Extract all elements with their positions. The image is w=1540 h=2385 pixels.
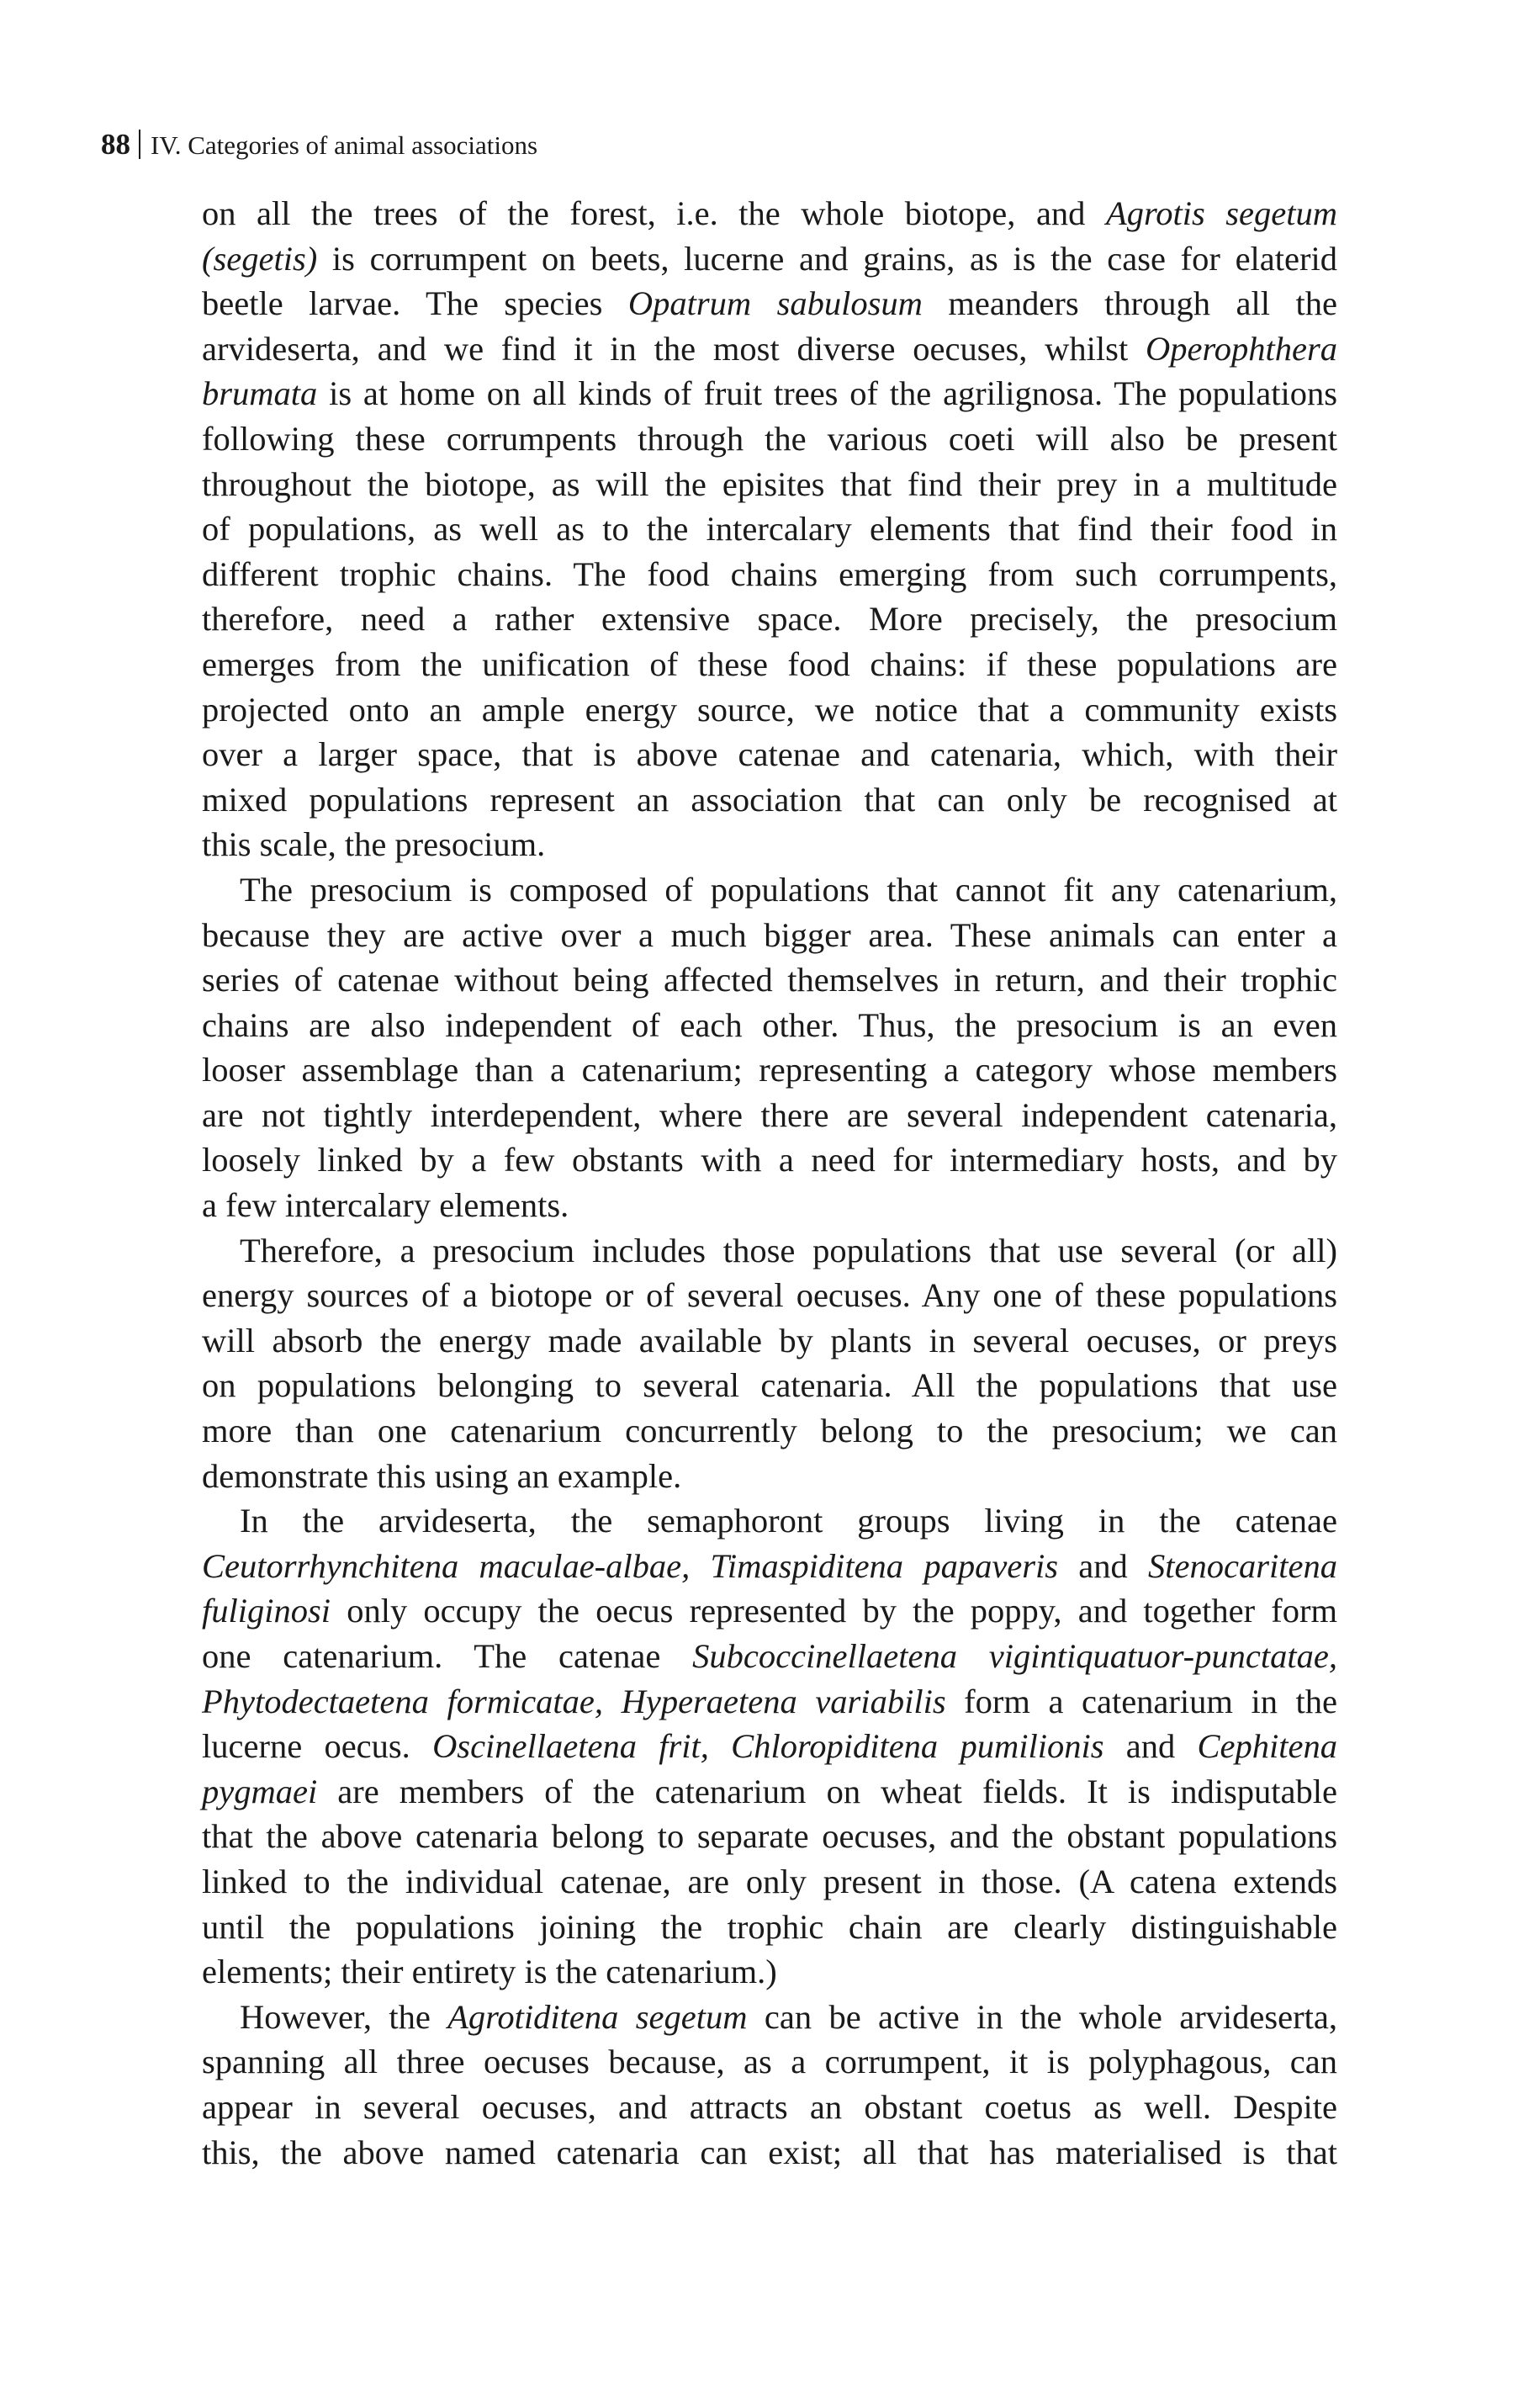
text-segment: mixed populations represent an association that can only be recognised at <box>202 780 1337 819</box>
text-segment: series of catenae without being affected themselves in return, and their trophic <box>202 961 1337 999</box>
italic-text: Ceutorrhynchitena maculae-albae, Timaspiditena papaveris <box>202 1546 1059 1585</box>
text-line <box>202 416 1337 462</box>
text-segment: on all the trees of the forest, i.e. the whole biotope, and <box>202 194 1106 232</box>
paragraph <box>202 191 1337 867</box>
text-segment: However, the <box>240 1997 448 2036</box>
text-segment: over a larger space, that is above catenae and catenaria, which, with their <box>202 735 1337 774</box>
text-segment: beetle larvae. The species <box>202 284 628 323</box>
text-line <box>202 1093 1337 1138</box>
text-line <box>202 1949 1337 1995</box>
text-segment: The presocium is composed of populations that cannot fit any catenarium, <box>240 870 1337 909</box>
text-line <box>202 236 1337 282</box>
paragraph <box>202 1228 1337 1499</box>
text-segment: throughout the biotope, as will the episites that find their prey in a multitude <box>202 464 1337 503</box>
text-segment: form a catenarium in the <box>945 1682 1337 1720</box>
text-segment: on populations belonging to several catenaria. All the populations that use <box>202 1366 1337 1405</box>
italic-text: (segetis) <box>202 239 318 278</box>
text-line <box>202 1047 1337 1093</box>
paragraph <box>202 1995 1337 2175</box>
text-segment: Therefore, a presocium includes those populations that use several (or all) <box>240 1231 1337 1269</box>
text-segment: one catenarium. The catenae <box>202 1637 693 1675</box>
text-segment: different trophic chains. The food chains emerging from such corrumpents, <box>202 554 1337 593</box>
italic-text: Cephitena <box>1197 1727 1337 1766</box>
text-segment: until the populations joining the trophic chain are clearly distinguishable <box>202 1907 1337 1946</box>
text-segment: meanders through all the <box>922 284 1337 323</box>
text-line <box>202 777 1337 823</box>
text-line <box>202 1995 1337 2040</box>
text-line <box>202 642 1337 687</box>
italic-text: Opatrum sabulosum <box>627 284 923 323</box>
text-line <box>202 371 1337 416</box>
text-line <box>202 1498 1337 1544</box>
italic-text: Phytodectaetena formicatae, Hyperaetena variabilis <box>202 1682 946 1720</box>
text-segment: this scale, the presocium. <box>202 825 546 864</box>
text-line <box>202 2130 1337 2176</box>
text-line <box>202 687 1337 733</box>
text-segment: are not tightly interdependent, where there are several independent catenaria, <box>202 1095 1337 1134</box>
italic-text: Operophthera <box>1146 329 1337 368</box>
text-line <box>202 913 1337 958</box>
text-line <box>202 957 1337 1003</box>
text-segment: appear in several oecuses, and attracts an obstant coetus as well. Despite <box>202 2087 1337 2126</box>
text-line <box>202 326 1337 372</box>
text-segment: is corrumpent on beets, lucerne and grains, as is the case for elaterid <box>317 239 1337 278</box>
italic-text: brumata <box>202 374 318 413</box>
page-number: 88 <box>101 128 130 161</box>
text-line <box>202 1363 1337 1408</box>
text-line <box>202 1228 1337 1274</box>
text-line <box>202 1003 1337 1048</box>
text-line <box>202 596 1337 642</box>
text-line <box>202 822 1337 867</box>
text-segment: will absorb the energy made available by plants in several oecuses, or preys <box>202 1321 1337 1359</box>
text-line <box>202 1905 1337 1950</box>
text-segment: In the arvideserta, the semaphoront groups living in the catenae <box>240 1502 1337 1540</box>
text-segment: this, the above named catenaria can exist; all that has materialised is that <box>202 2133 1337 2171</box>
text-line <box>202 1859 1337 1905</box>
text-segment: lucerne oecus. <box>202 1727 433 1766</box>
text-line <box>202 1183 1337 1228</box>
italic-text: Agrotiditena segetum <box>447 1997 748 2036</box>
text-segment: more than one catenarium concurrently belong to the presocium; we can <box>202 1412 1337 1450</box>
text-line <box>202 732 1337 777</box>
text-segment: is at home on all kinds of fruit trees of the agrilignosa. The populations <box>317 374 1337 413</box>
text-segment: demonstrate this using an example. <box>202 1456 682 1495</box>
body-text <box>202 191 1337 2175</box>
text-segment: loosely linked by a few obstants with a need for intermediary hosts, and by <box>202 1141 1337 1179</box>
text-line <box>202 1588 1337 1634</box>
text-line <box>202 2085 1337 2130</box>
text-line <box>202 867 1337 913</box>
text-line <box>202 2039 1337 2085</box>
text-segment: arvideserta, and we find it in the most diverse oecuses, whilst <box>202 329 1146 368</box>
text-line <box>202 1769 1337 1815</box>
text-line <box>202 1544 1337 1589</box>
text-line <box>202 1679 1337 1725</box>
text-segment: projected onto an ample energy source, we notice that a community exists <box>202 690 1337 729</box>
text-line <box>202 1724 1337 1769</box>
italic-text: Agrotis segetum <box>1105 194 1337 232</box>
text-segment: of populations, as well as to the intercalary elements that find their food in <box>202 510 1337 549</box>
text-line <box>202 552 1337 597</box>
header-separator <box>139 130 140 159</box>
italic-text: fuliginosi <box>202 1592 331 1630</box>
text-line <box>202 462 1337 507</box>
text-line <box>202 1408 1337 1454</box>
text-line <box>202 281 1337 326</box>
text-segment: and <box>1103 1727 1198 1766</box>
text-segment: a few intercalary elements. <box>202 1186 569 1225</box>
text-line <box>202 1454 1337 1499</box>
text-segment: and <box>1058 1546 1149 1585</box>
text-segment: only occupy the oecus represented by the poppy, and together form <box>331 1592 1337 1630</box>
text-segment: elements; their entirety is the catenarium.) <box>202 1953 777 1991</box>
italic-text: Subcoccinellaetena vigintiquatuor-punctatae, <box>692 1637 1337 1675</box>
text-segment: spanning all three oecuses because, as a corrumpent, it is polyphagous, can <box>202 2043 1337 2081</box>
paragraph <box>202 867 1337 1228</box>
text-line <box>202 506 1337 552</box>
text-segment: can be active in the whole arvideserta, <box>747 1997 1337 2036</box>
italic-text: Oscinellaetena frit, Chloropiditena pumilionis <box>432 1727 1104 1766</box>
text-segment: therefore, need a rather extensive space. More precisely, the presocium <box>202 600 1337 639</box>
text-segment: looser assemblage than a catenarium; representing a category whose members <box>202 1051 1337 1089</box>
text-line <box>202 1814 1337 1859</box>
text-segment: emerges from the unification of these food chains: if these populations are <box>202 644 1337 683</box>
text-segment: chains are also independent of each other. Thus, the presocium is an even <box>202 1005 1337 1044</box>
italic-text: pygmaei <box>202 1772 318 1810</box>
running-header <box>101 128 537 162</box>
text-segment: energy sources of a biotope or of several oecuses. Any one of these populations <box>202 1276 1337 1315</box>
italic-text: Stenocaritena <box>1148 1546 1337 1585</box>
text-segment: that the above catenaria belong to separate oecuses, and the obstant populations <box>202 1817 1337 1856</box>
text-line <box>202 191 1337 236</box>
text-line <box>202 1137 1337 1183</box>
chapter-title: IV. Categories of animal associations <box>151 130 538 160</box>
text-segment: are members of the catenarium on wheat fields. It is indisputable <box>317 1772 1337 1810</box>
text-segment: because they are active over a much bigger area. These animals can enter a <box>202 915 1337 954</box>
text-segment: linked to the individual catenae, are only present in those. (A catena extends <box>202 1862 1337 1900</box>
text-line <box>202 1634 1337 1679</box>
paragraph <box>202 1498 1337 1995</box>
text-segment: following these corrumpents through the various coeti will also be present <box>202 419 1337 458</box>
text-line <box>202 1318 1337 1364</box>
text-line <box>202 1273 1337 1318</box>
